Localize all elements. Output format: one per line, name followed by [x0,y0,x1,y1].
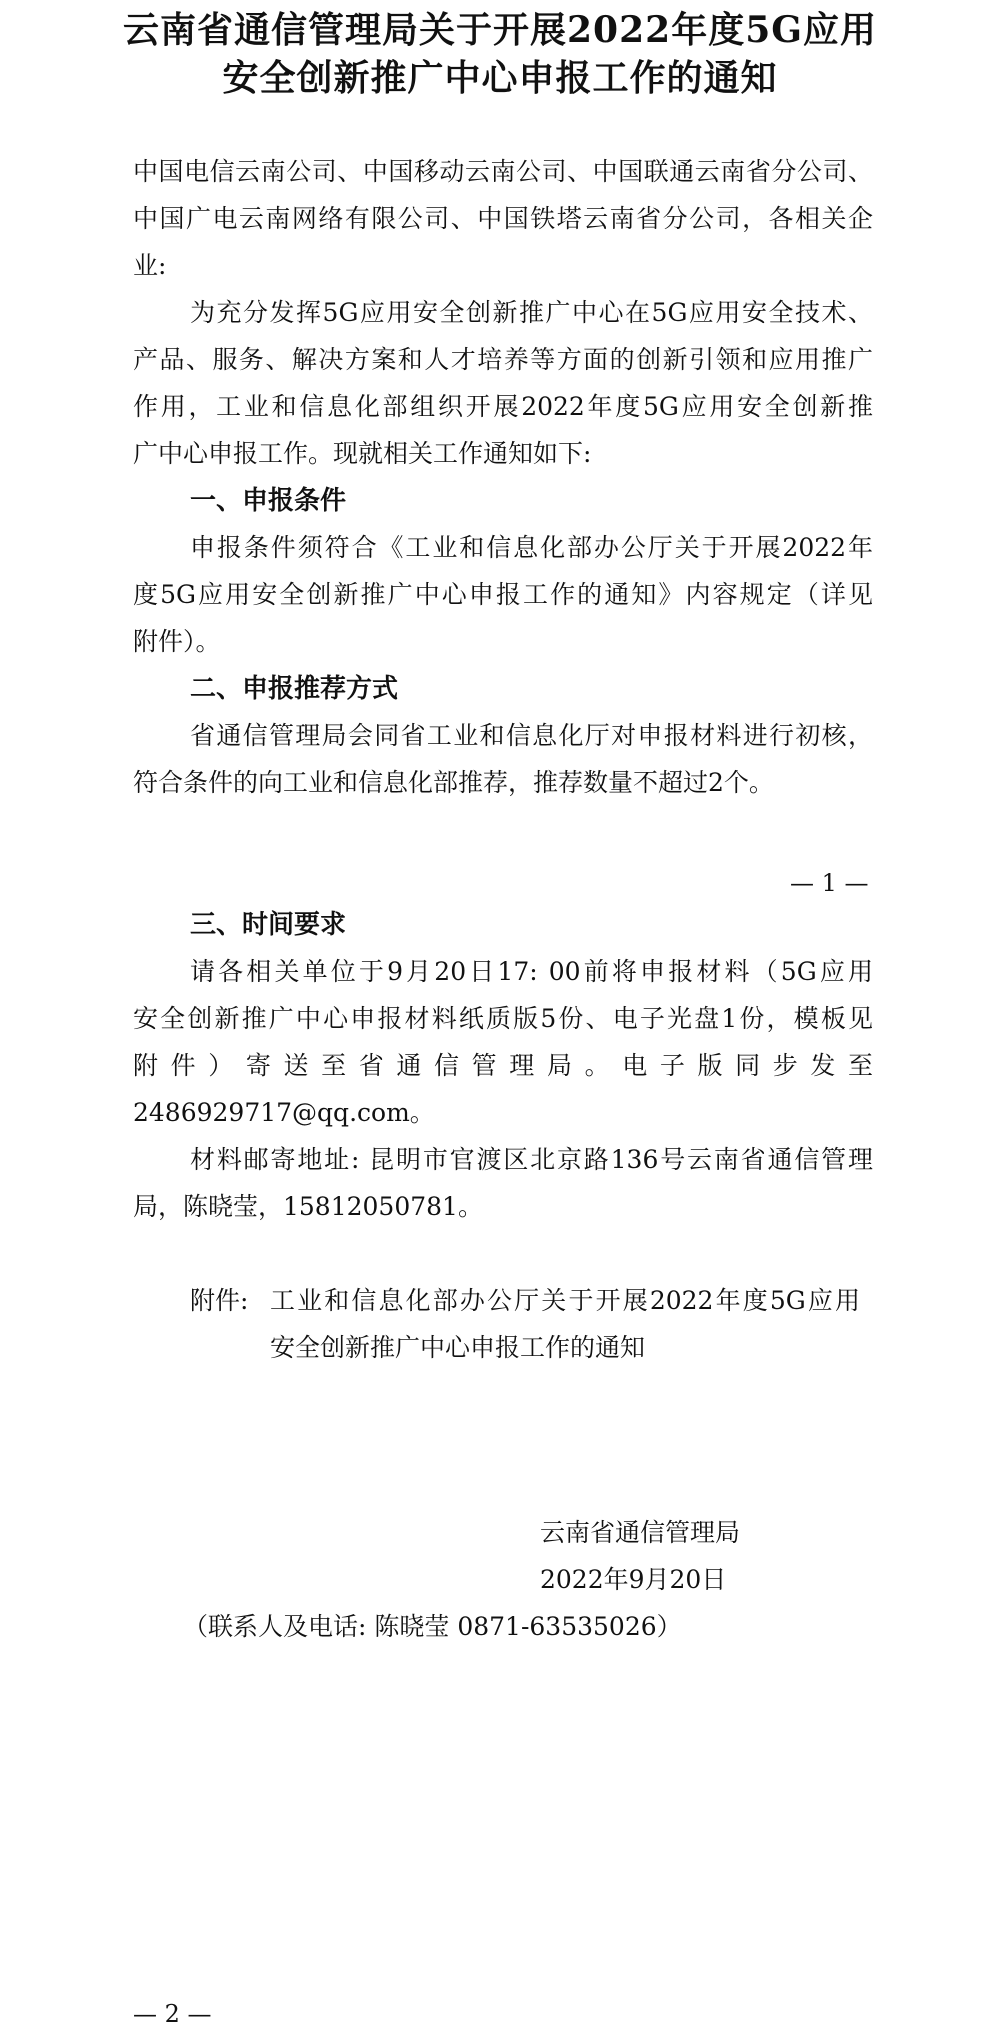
section-3-line: 请各相关单位于9月20日17: 00前将申报材料（5G应用 [190,957,873,986]
intro-paragraph-line: 产品、服务、解决方案和人才培养等方面的创新引领和应用推广 [133,345,873,374]
addressee-line: 业: [133,251,167,280]
section-3-line: 安全创新推广中心申报材料纸质版5份、电子光盘1份，模板见 [133,1004,873,1033]
signature-organization: 云南省通信管理局 [540,1518,741,1547]
contact-info: （联系人及电话: 陈晓莹 0871-63535026） [183,1612,682,1641]
attachment-title-line: 工业和信息化部办公厅关于开展2022年度5G应用 [270,1286,860,1315]
section-3-heading: 三、时间要求 [190,910,347,940]
section-3-email-line: 2486929717@qq.com。 [133,1098,435,1127]
attachment-label: 附件: [190,1286,249,1315]
page-number-1: — 1 — [790,869,869,897]
addressee-line: 中国广电云南网络有限公司、中国铁塔云南省分公司，各相关企 [133,204,873,233]
section-2-line: 符合条件的向工业和信息化部推荐，推荐数量不超过2个。 [133,768,774,797]
section-1-line: 申报条件须符合《工业和信息化部办公厅关于开展2022年 [190,533,873,562]
section-1-line: 度5G应用安全创新推广中心申报工作的通知》内容规定（详见 [133,580,873,609]
attachment-title-line: 安全创新推广中心申报工作的通知 [270,1333,646,1362]
page-number-2: — 2 — [133,2000,212,2028]
section-1-line: 附件）。 [133,627,221,656]
document-title-line-2: 安全创新推广中心申报工作的通知 [222,57,778,99]
addressee-line: 中国电信云南公司、中国移动云南公司、中国联通云南省分公司、 [133,157,873,186]
section-2-heading: 二、申报推荐方式 [190,674,399,704]
intro-paragraph-line: 为充分发挥5G应用安全创新推广中心在5G应用安全技术、 [190,298,873,327]
section-3-line: 附件）寄送至省通信管理局。电子版同步发至 [133,1051,873,1080]
mailing-address-line: 局，陈晓莹，15812050781。 [133,1192,483,1221]
intro-paragraph-line: 作用，工业和信息化部组织开展2022年度5G应用安全创新推 [133,392,873,421]
section-1-heading: 一、申报条件 [190,486,347,516]
section-2-line: 省通信管理局会同省工业和信息化厅对申报材料进行初核， [190,721,873,750]
intro-paragraph-line: 广中心申报工作。现就相关工作通知如下: [133,439,592,468]
signature-date: 2022年9月20日 [540,1565,727,1594]
document-title-line-1: 云南省通信管理局关于开展2022年度5G应用 [123,9,877,51]
mailing-address-line: 材料邮寄地址: 昆明市官渡区北京路136号云南省通信管理 [190,1145,873,1174]
